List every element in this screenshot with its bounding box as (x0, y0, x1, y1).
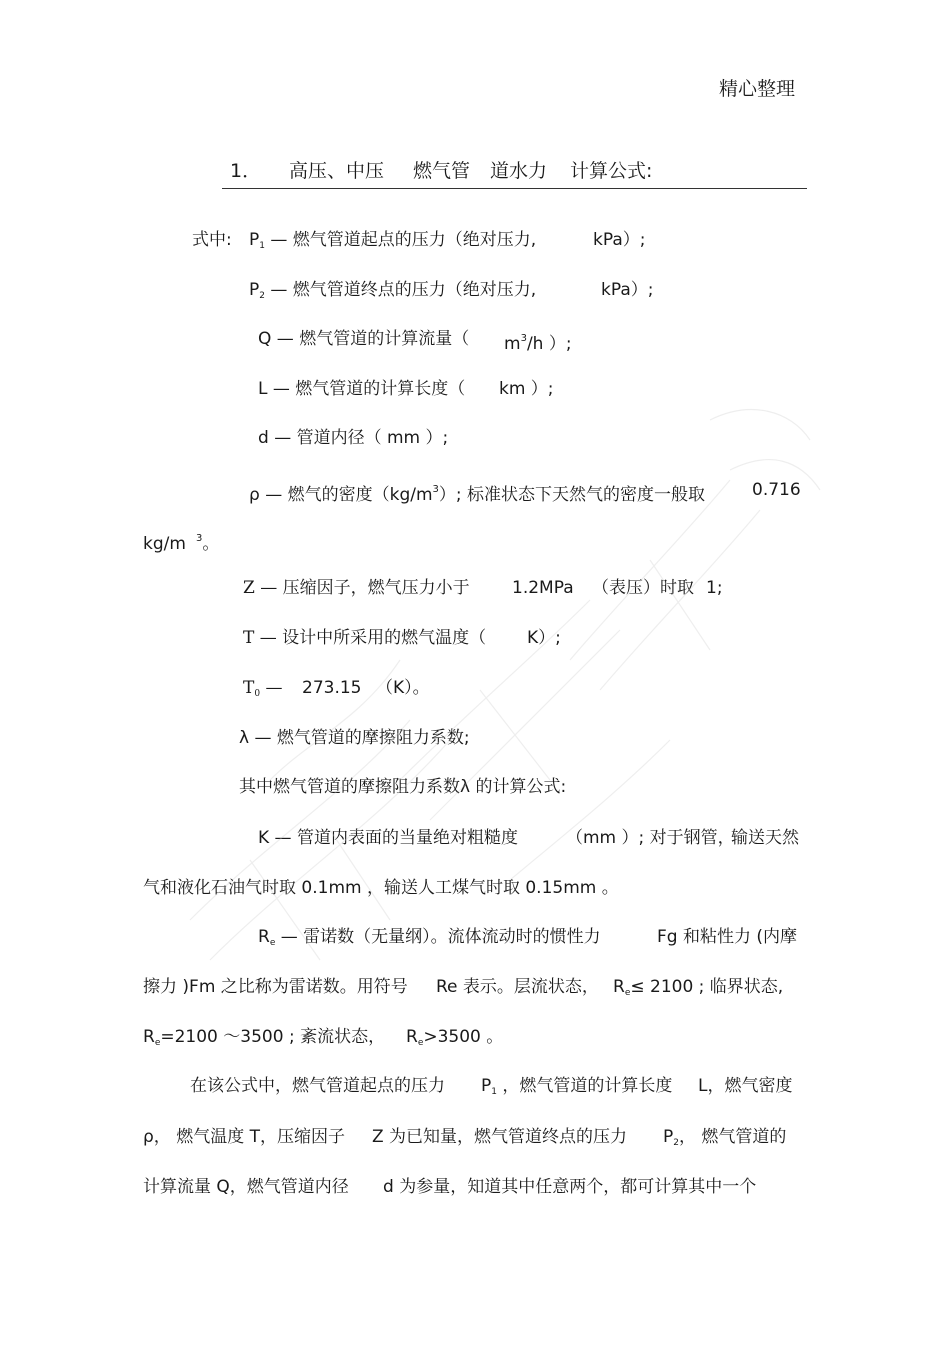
re-laminar-subscript: e (624, 988, 631, 998)
final-line-1a: 在该公式中，燃气管道起点的压力 (190, 1076, 445, 1096)
title-underline (222, 188, 807, 189)
re-laminar-text: ≤ 2100 ; 临界状态, (630, 977, 784, 997)
re-line-2a: 擦力 )Fm 之比称为雷诺数。用符号 (143, 977, 408, 997)
k-line-1b: （mm ）; 对于钢管， (566, 828, 735, 848)
t0-subscript: 0 (254, 689, 261, 699)
t0-dash: — (265, 678, 283, 698)
q-unit-sup: 3 (520, 333, 527, 344)
q-unit-rest: /h ）; (526, 334, 572, 354)
re-line-1b: Fg 和粘性力 (内摩 (657, 927, 798, 947)
z-rest: （表压）时取 (592, 578, 694, 598)
k-line-1c: 输送天然 (731, 828, 799, 848)
re-critical-subscript: e (154, 1038, 161, 1048)
re-line-1a: — 雷诺数（无量纲）。流体流动时的惯性力 (280, 927, 601, 947)
var-intro: 式中: (192, 230, 232, 250)
rho-text: ρ — 燃气的密度（kg/m (249, 485, 433, 505)
rho-sup: 3 (432, 484, 439, 495)
title-part-2: 燃气管 (413, 160, 471, 182)
re-line-3b (406, 1026, 503, 1054)
p2-symbol: P (249, 280, 260, 300)
var-z: Z — 压缩因子，燃气压力小于 (243, 578, 470, 598)
title-number: 1． (230, 160, 262, 182)
final-p2-subscript: 2 (673, 1138, 679, 1148)
title-part-4: 计算公式: (570, 160, 653, 182)
q-unit (504, 328, 572, 355)
t-unit: K）; (527, 628, 561, 648)
p2-unit: kPa）; (601, 280, 654, 300)
re-line-2b: Re 表示。层流状态， (436, 977, 599, 997)
re-line-1 (258, 926, 601, 954)
final-line-2a: ρ， 燃气温度 T，压缩因子 (143, 1127, 345, 1147)
var-p1 (249, 229, 536, 257)
p1-description: — 燃气管道起点的压力（绝对压力, (270, 230, 537, 250)
p1-symbol: P (249, 230, 260, 250)
rho-wrap-unit: kg/m (143, 534, 186, 554)
var-q: Q — 燃气管道的计算流量（ (258, 329, 470, 349)
re-symbol: R (258, 927, 270, 947)
title-part-3: 道水力 (490, 160, 548, 182)
re-subscript: e (269, 938, 276, 948)
rho-wrap-end: 。 (202, 534, 220, 554)
re-laminar-symbol: R (613, 977, 625, 997)
t0-symbol: T (243, 678, 255, 698)
re-turbulent-subscript: e (417, 1038, 424, 1048)
header-mark: 精心整理 (719, 78, 796, 100)
var-rho (249, 479, 705, 506)
final-p2-text: ， 燃气管道的 (679, 1127, 787, 1147)
var-lambda: λ — 燃气管道的摩擦阻力系数; (239, 728, 470, 748)
k-line-2: 气和液化石油气时取 0.1mm ，输送人工煤气时取 0.15mm 。 (143, 878, 619, 898)
final-line-1b: ，燃气管道的计算长度 (502, 1076, 673, 1096)
rho-wrap (143, 528, 219, 555)
re-turbulent-text: >3500 。 (423, 1027, 504, 1047)
rho-value: 0.716 (752, 480, 801, 500)
re-critical-text: =2100 ～3500 ; 紊流状态， (160, 1027, 386, 1047)
rho-rest: ）; 标准状态下天然气的密度一般取 (438, 485, 706, 505)
var-l: L — 燃气管道的计算长度（ (258, 379, 466, 399)
final-p2-symbol: P (663, 1127, 674, 1147)
final-p1-symbol: P (481, 1076, 492, 1096)
final-line-3b: d 为参量，知道其中任意两个，都可计算其中一个 (383, 1177, 757, 1197)
final-line-1c: L，燃气密度 (698, 1076, 793, 1096)
var-d: d — 管道内径（ mm ）; (258, 428, 449, 448)
final-p1-subscript: 1 (491, 1087, 497, 1097)
p1-subscript: 1 (259, 241, 265, 251)
l-unit: km ）; (499, 379, 554, 399)
re-line-2c (613, 976, 783, 1004)
p1-unit: kPa）; (593, 230, 646, 250)
k-line-1a: K — 管道内表面的当量绝对粗糙度 (258, 828, 518, 848)
p2-description: — 燃气管道终点的压力（绝对压力, (270, 280, 537, 300)
q-unit-base: m (504, 334, 521, 354)
z-num: 1; (706, 578, 723, 598)
rho-wrap-sup: 3 (195, 533, 203, 544)
re-turbulent-symbol: R (406, 1027, 418, 1047)
final-line-2c (663, 1126, 786, 1154)
t0-value: 273.15 (302, 678, 362, 698)
final-line-2b: Z 为已知量，燃气管道终点的压力 (372, 1127, 628, 1147)
t0-unit: （K）。 (376, 678, 430, 698)
p2-subscript: 2 (259, 291, 265, 301)
final-line-1-p1 (481, 1075, 672, 1103)
var-t: T — 设计中所采用的燃气温度（ (243, 628, 487, 648)
final-line-3a: 计算流量 Q，燃气管道内径 (143, 1177, 349, 1197)
re-line-3a (143, 1026, 385, 1054)
title-part-1: 高压、中压 (289, 160, 385, 182)
section-title (230, 156, 261, 183)
var-t0 (243, 677, 282, 705)
re-critical-symbol: R (143, 1027, 155, 1047)
z-value: 1.2MPa (512, 578, 574, 598)
lambda-formula-intro: 其中燃气管道的摩擦阻力系数λ 的计算公式: (239, 777, 567, 797)
var-p2 (249, 279, 536, 307)
